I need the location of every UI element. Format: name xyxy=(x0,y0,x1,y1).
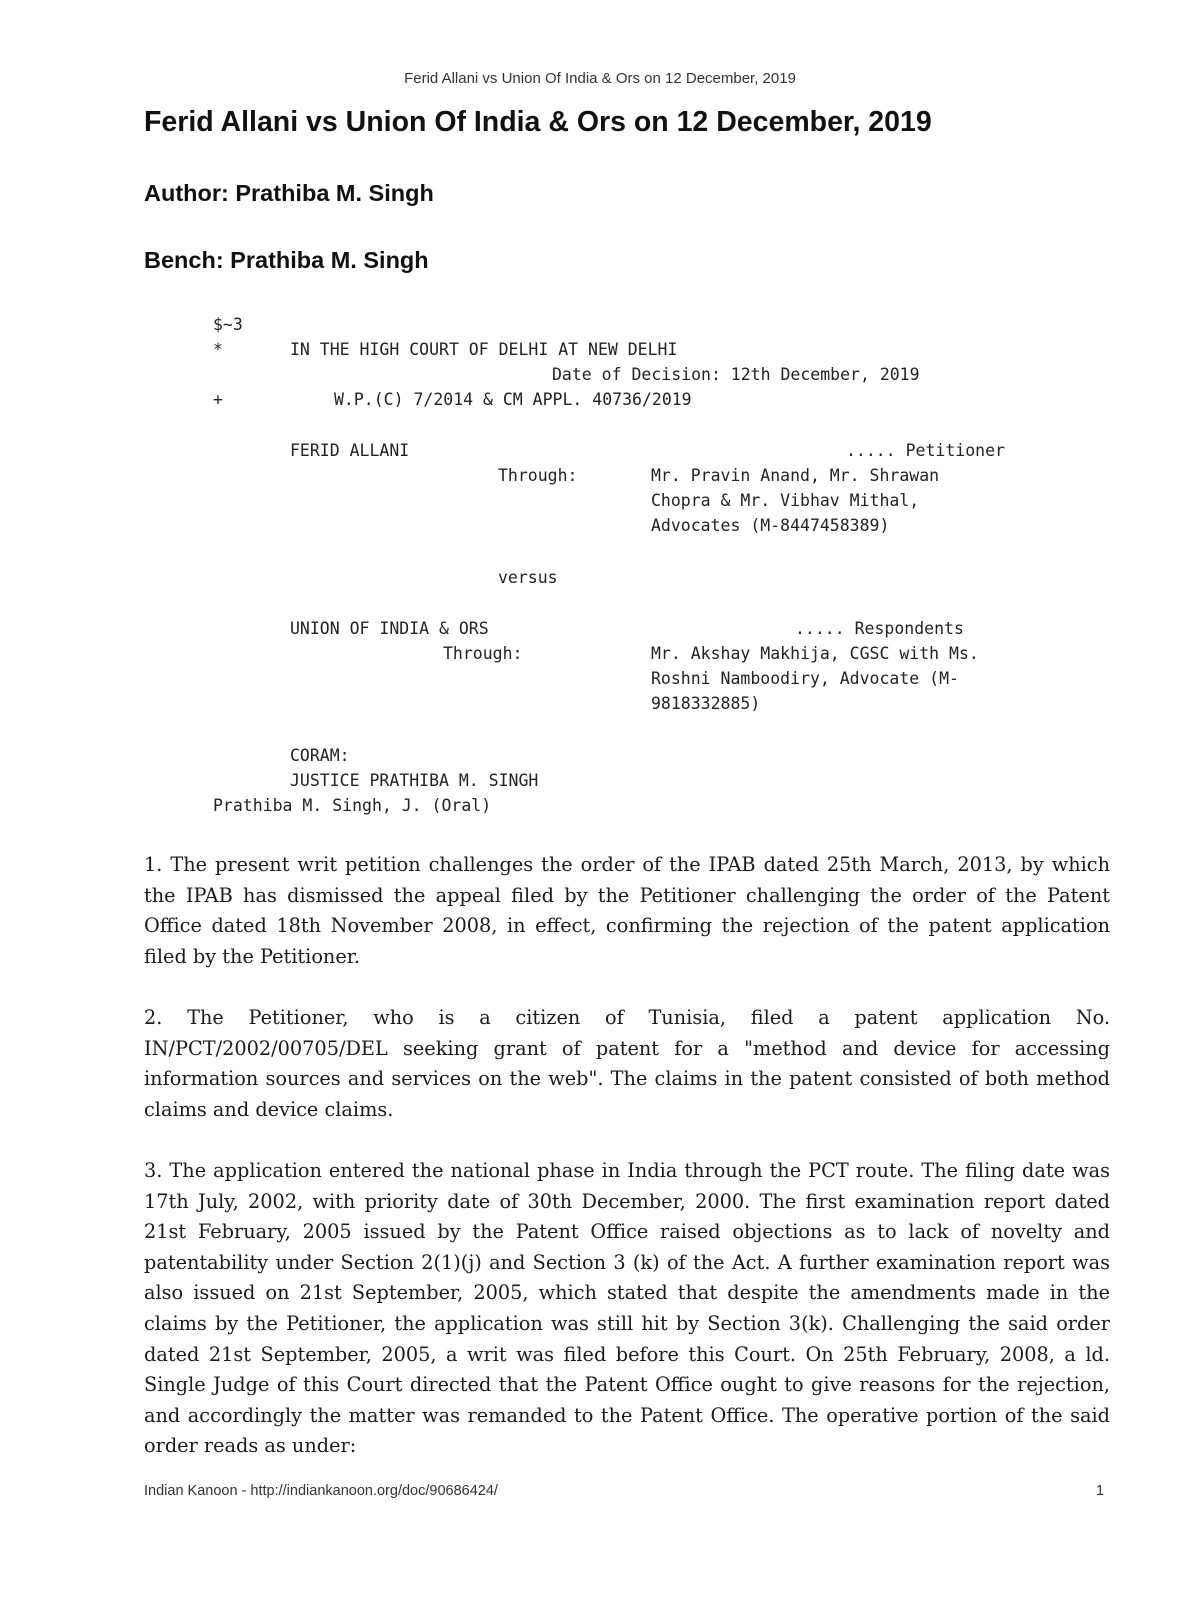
case-header-block xyxy=(0,312,1200,832)
petitioner-role: ..... Petitioner xyxy=(846,441,1005,460)
respondent-counsel-line: Mr. Akshay Makhija, CGSC with Ms. xyxy=(651,644,979,663)
document-title: Ferid Allani vs Union Of India & Ors on 12 December, 2019 xyxy=(144,106,932,138)
through-label-petitioner: Through: xyxy=(498,466,578,485)
paragraph-1: 1. The present writ petition challenges the order of the IPAB dated 25th March, 2013, by which the IPAB has dismissed the appeal filed by the Petitioner challenging the order of the Patent Office dated 18th November 2008, in effect, confirming the rejection of the patent application filed by the Petitioner. xyxy=(144,853,1110,968)
respondent-role: ..... Respondents xyxy=(795,619,964,638)
case-marker: $~3 xyxy=(213,315,243,334)
court-name: IN THE HIGH COURT OF DELHI AT NEW DELHI xyxy=(290,340,678,359)
coram-label: CORAM: xyxy=(290,746,350,765)
date-of-decision: Date of Decision: 12th December, 2019 xyxy=(552,365,920,384)
respondent-counsel-line: 9818332885) xyxy=(651,694,761,713)
page-number: 1 xyxy=(1096,1483,1105,1499)
versus-label: versus xyxy=(498,568,558,587)
paragraph-2: 2. The Petitioner, who is a citizen of Tunisia, filed a patent application No. IN/PCT/2002/00705/DEL seeking grant of patent for a "method and device for accessing information sources and services on the web". The claims in the patent consisted of both method claims and device claims. xyxy=(144,1006,1110,1121)
through-label-respondent: Through: xyxy=(443,644,523,663)
paragraph-3: 3. The application entered the national phase in India through the PCT route. The filing date was 17th July, 2002, with priority date of 30th December, 2000. The first examination report dated 21st February, 2005 issued by the Patent Office raised objections as to lack of novelty and patentability under Section 2(1)(j) and Section 3 (k) of the Act. A further examination report was also issued on 21st September, 2005, which stated that despite the amendments made in the claims by the Petitioner, the application was still hit by Section 3(k). Challenging the said order dated 21st September, 2005, a writ was filed before this Court. On 25th February, 2008, a ld. Single Judge of this Court directed that the Patent Office ought to give reasons for the rejection, and accordingly the matter was remanded to the Patent Office. The operative portion of the said order reads as under: xyxy=(144,1159,1110,1458)
case-plus-marker: + xyxy=(213,390,223,409)
petitioner-counsel-line: Advocates (M-8447458389) xyxy=(651,516,890,535)
petitioner-counsel-line: Chopra & Mr. Vibhav Mithal, xyxy=(651,491,920,510)
court-star-marker: * xyxy=(213,340,223,359)
petitioner-counsel-line: Mr. Pravin Anand, Mr. Shrawan xyxy=(651,466,940,485)
respondent-counsel-line: Roshni Namboodiry, Advocate (M- xyxy=(651,669,959,688)
case-number: W.P.(C) 7/2014 & CM APPL. 40736/2019 xyxy=(334,390,692,409)
justice-name: JUSTICE PRATHIBA M. SINGH xyxy=(290,771,539,790)
respondent-name: UNION OF INDIA & ORS xyxy=(290,619,489,638)
judgment-author-oral: Prathiba M. Singh, J. (Oral) xyxy=(213,796,492,815)
running-header: Ferid Allani vs Union Of India & Ors on 12 December, 2019 xyxy=(404,70,796,87)
footer-source-link[interactable]: Indian Kanoon - http://indiankanoon.org/doc/90686424/ xyxy=(144,1483,498,1499)
author-line: Author: Prathiba M. Singh xyxy=(144,180,434,206)
petitioner-name: FERID ALLANI xyxy=(290,441,410,460)
bench-line: Bench: Prathiba M. Singh xyxy=(144,247,429,273)
